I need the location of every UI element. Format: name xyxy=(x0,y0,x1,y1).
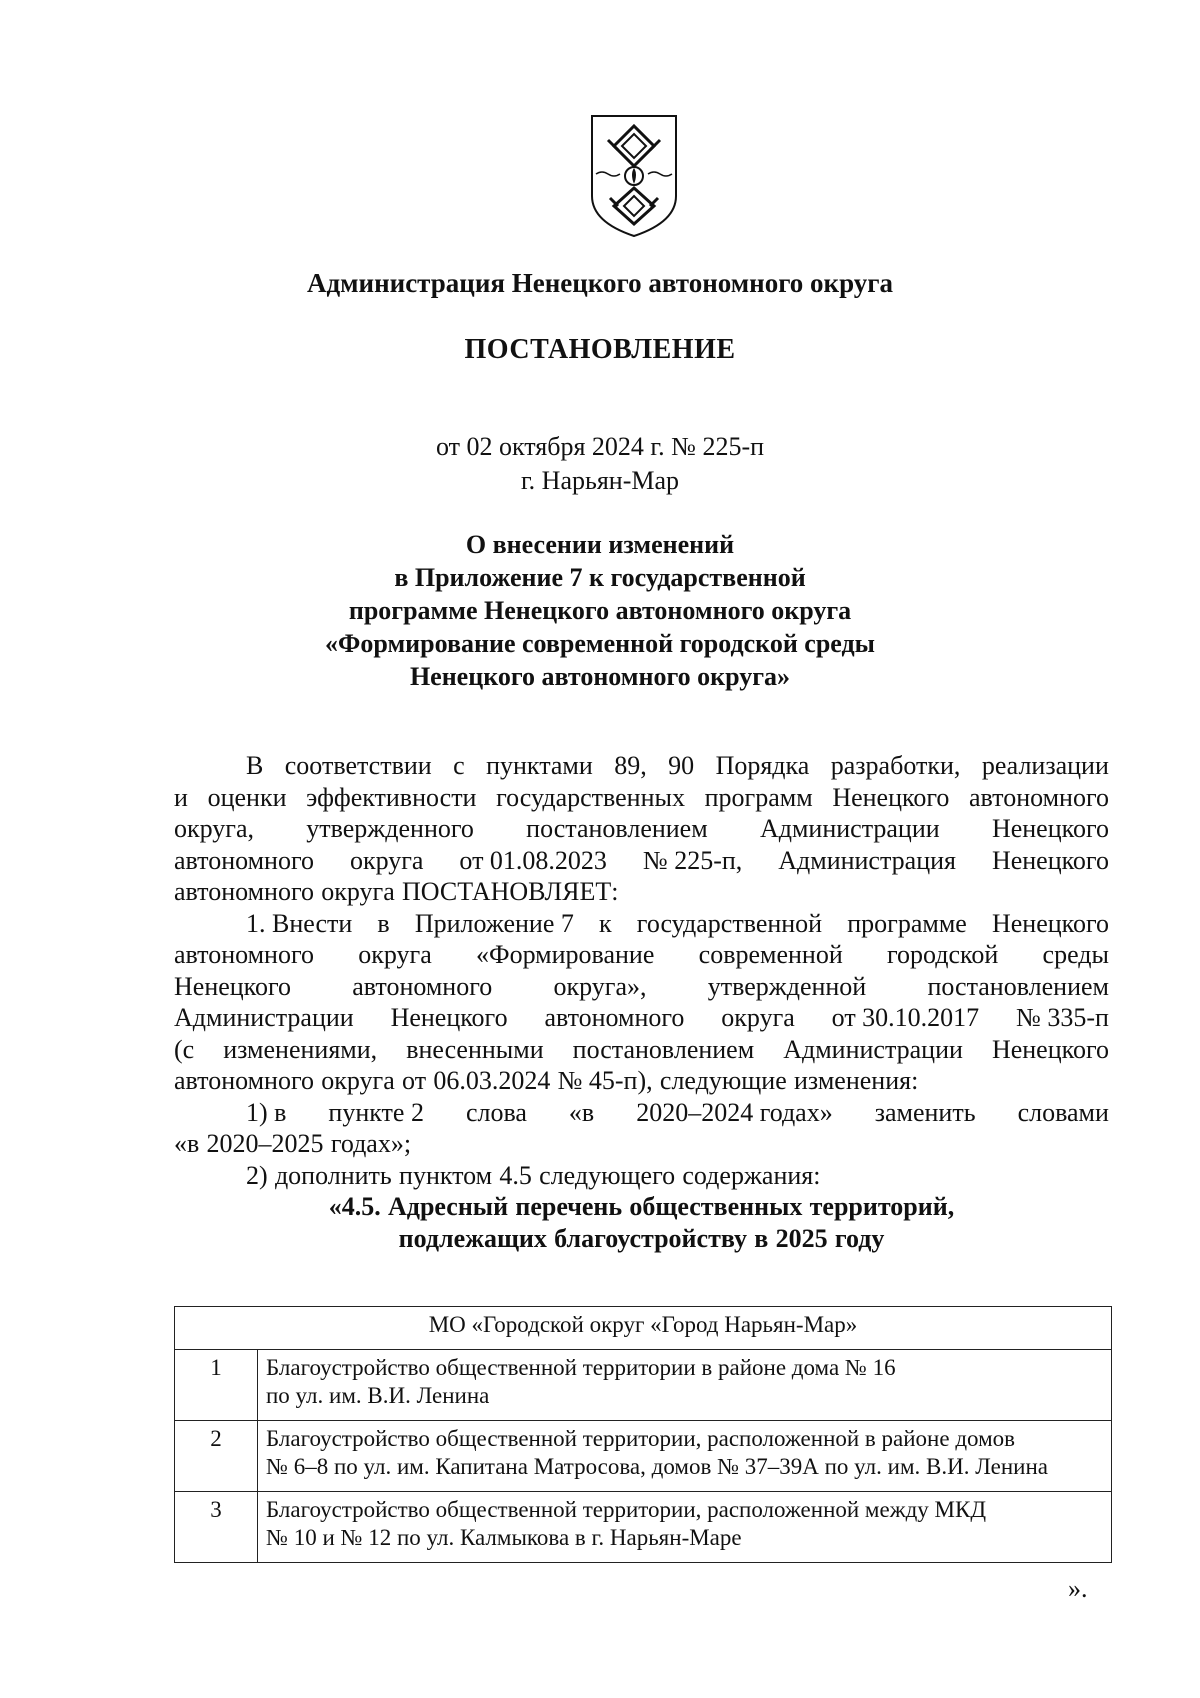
word: перечень xyxy=(515,1192,623,1221)
description-line: по ул. им. В.И. Ленина xyxy=(266,1383,490,1408)
description-line: № 6–8 по ул. им. Капитана Матросова, домов № 37–39А по ул. им. В.И. Ленина xyxy=(266,1454,1048,1479)
word: пунктами xyxy=(486,751,593,780)
word: изменениями, xyxy=(223,1034,378,1064)
row-description xyxy=(258,1350,1112,1421)
word: и xyxy=(174,782,188,812)
word: территорий, xyxy=(809,1192,955,1221)
word: разработки, xyxy=(830,751,961,780)
word: от xyxy=(402,1066,427,1095)
word: Ненецкого xyxy=(390,1003,508,1032)
word: № 225-п, xyxy=(642,845,743,875)
word: городской xyxy=(887,940,999,969)
word: от 01.08.2023 xyxy=(459,845,607,875)
word: округа xyxy=(358,940,432,969)
section-heading-line xyxy=(174,1191,1109,1223)
word: Администрации xyxy=(759,814,940,843)
word: Ненецкого xyxy=(991,908,1109,938)
row-description xyxy=(258,1492,1112,1563)
word: автономного xyxy=(352,971,493,1001)
row-number: 3 xyxy=(175,1492,258,1563)
closing-quote-mark: ». xyxy=(1068,1574,1088,1603)
word: 06.03.2024 xyxy=(433,1066,551,1095)
body-line xyxy=(174,1097,1109,1129)
table-row xyxy=(175,1492,1112,1563)
word: в xyxy=(377,908,390,938)
word: году xyxy=(834,1223,885,1253)
word: округа xyxy=(349,845,424,875)
section-heading-line xyxy=(174,1223,1109,1255)
row-description xyxy=(258,1421,1112,1492)
date-and-place xyxy=(0,430,1200,498)
word: подлежащих xyxy=(398,1223,547,1253)
body-line xyxy=(174,971,1109,1003)
word: следующего xyxy=(539,1160,676,1190)
body-line xyxy=(174,908,1109,940)
word: к xyxy=(599,908,612,938)
word: округа xyxy=(721,1003,795,1032)
subject-line: Ненецкого автономного округа» xyxy=(409,662,791,691)
table-row xyxy=(175,1421,1112,1492)
word: «4.5. xyxy=(328,1192,381,1221)
word: государственных xyxy=(496,782,685,812)
word: Порядка xyxy=(715,751,810,780)
word: заменить xyxy=(874,1097,976,1127)
word: постановлением xyxy=(572,1034,755,1064)
word: современной xyxy=(698,940,843,969)
word: округа», xyxy=(553,971,647,1001)
word: Ненецкого xyxy=(991,845,1109,875)
word: постановлением xyxy=(927,971,1109,1001)
word: пунктом xyxy=(399,1160,493,1190)
word: словами xyxy=(1017,1097,1109,1127)
body-line xyxy=(174,1065,1109,1097)
subject-line: «Формирование современной городской среды xyxy=(325,629,875,658)
word: Ненецкого xyxy=(991,1034,1109,1064)
word: общественных xyxy=(629,1192,803,1221)
body-line xyxy=(174,876,1109,908)
word: «Формирование xyxy=(476,940,655,969)
word: 89, xyxy=(614,751,647,780)
body-line xyxy=(174,939,1109,971)
word: округа xyxy=(321,877,395,906)
word: годах»; xyxy=(330,1129,412,1158)
word: изменения: xyxy=(794,1066,919,1095)
body-line xyxy=(174,813,1109,845)
document-subject xyxy=(0,528,1200,693)
word: реализации xyxy=(981,751,1109,780)
word: с xyxy=(453,751,465,780)
table-header-row xyxy=(175,1307,1112,1350)
word: пункте 2 xyxy=(328,1097,424,1127)
word: Адресный xyxy=(388,1192,509,1221)
word: ПОСТАНОВЛЯЕТ: xyxy=(402,877,619,906)
word: «в xyxy=(568,1097,595,1127)
coat-of-arms-emblem xyxy=(588,112,680,240)
word: Администрации xyxy=(174,1003,354,1032)
word: автономного xyxy=(544,1003,685,1032)
body-line xyxy=(174,750,1109,782)
word: Ненецкого xyxy=(991,814,1109,843)
word: автономного xyxy=(174,877,314,906)
body-line xyxy=(174,1002,1109,1034)
word: В xyxy=(246,751,264,780)
table-row xyxy=(175,1350,1112,1421)
word: 2020–2024 годах» xyxy=(636,1097,833,1127)
word: содержания: xyxy=(682,1160,821,1190)
word: № 335-п xyxy=(1016,1003,1109,1032)
word: 2) xyxy=(246,1160,268,1190)
document-type: ПОСТАНОВЛЕНИЕ xyxy=(464,334,736,365)
document-body xyxy=(174,750,1109,1254)
word: «в xyxy=(174,1129,200,1158)
word: внесенными xyxy=(406,1034,544,1064)
body-line xyxy=(174,1128,1109,1160)
word: 1. Внести xyxy=(246,908,353,938)
word: соответствии xyxy=(284,751,432,780)
body-line xyxy=(174,1160,1109,1192)
word: автономного xyxy=(969,782,1109,812)
description-line: Благоустройство общественной территории в районе дома № 16 xyxy=(266,1355,896,1380)
word: от 30.10.2017 xyxy=(831,1003,980,1032)
description-line: № 10 и № 12 по ул. Калмыкова в г. Нарьян-Маре xyxy=(266,1525,742,1550)
word: оценки xyxy=(207,782,287,812)
word: эффективности xyxy=(306,782,477,812)
word: благоустройству xyxy=(554,1223,747,1253)
word: утвержденной xyxy=(707,971,867,1001)
word: 2020–2025 xyxy=(206,1129,324,1158)
word: среды xyxy=(1042,940,1109,969)
row-number: 1 xyxy=(175,1350,258,1421)
word: автономного xyxy=(174,940,314,969)
city: г. Нарьян-Мар xyxy=(520,466,680,495)
word: дополнить xyxy=(274,1160,392,1190)
description-line: Благоустройство общественной территории, расположенной между МКД xyxy=(266,1497,987,1522)
word: Администрации xyxy=(783,1034,963,1064)
word: программе xyxy=(847,908,967,938)
body-line xyxy=(174,782,1109,814)
word: следующие xyxy=(659,1066,787,1095)
word: автономного xyxy=(174,1066,314,1095)
word: Приложение 7 xyxy=(414,908,574,938)
word: утвержденного xyxy=(306,814,474,843)
word: 2025 xyxy=(775,1223,828,1253)
organization-name: Администрация Ненецкого автономного округа xyxy=(306,268,894,298)
word: Ненецкого xyxy=(832,782,950,812)
word: Ненецкого xyxy=(174,971,292,1001)
body-line xyxy=(174,1034,1109,1066)
word: автономного xyxy=(174,845,314,875)
row-number: 2 xyxy=(175,1421,258,1492)
word: (с xyxy=(174,1034,195,1064)
address-list-table xyxy=(174,1306,1112,1563)
word: слова xyxy=(465,1097,527,1127)
word: государственной xyxy=(636,908,823,938)
word: программ xyxy=(704,782,813,812)
subject-line: программе Ненецкого автономного округа xyxy=(348,596,852,625)
word: в xyxy=(754,1223,769,1253)
word: округа, xyxy=(174,814,254,843)
subject-line: О внесении изменений xyxy=(465,530,735,559)
word: округа xyxy=(321,1066,395,1095)
word: 4.5 xyxy=(499,1160,532,1190)
word: 1) в xyxy=(246,1097,287,1127)
subject-line: в Приложение 7 к государственной xyxy=(394,563,806,592)
description-line: Благоустройство общественной территории, расположенной в районе домов xyxy=(266,1426,1016,1451)
word: постановлением xyxy=(526,814,708,843)
word: № 45-п), xyxy=(557,1066,653,1095)
word: 90 xyxy=(668,751,695,780)
word: Администрация xyxy=(778,845,956,875)
table-header-cell: МО «Городской округ «Город Нарьян-Мар» xyxy=(175,1307,1112,1350)
body-line xyxy=(174,845,1109,877)
date-number: от 02 октября 2024 г. № 225-п xyxy=(435,432,765,461)
